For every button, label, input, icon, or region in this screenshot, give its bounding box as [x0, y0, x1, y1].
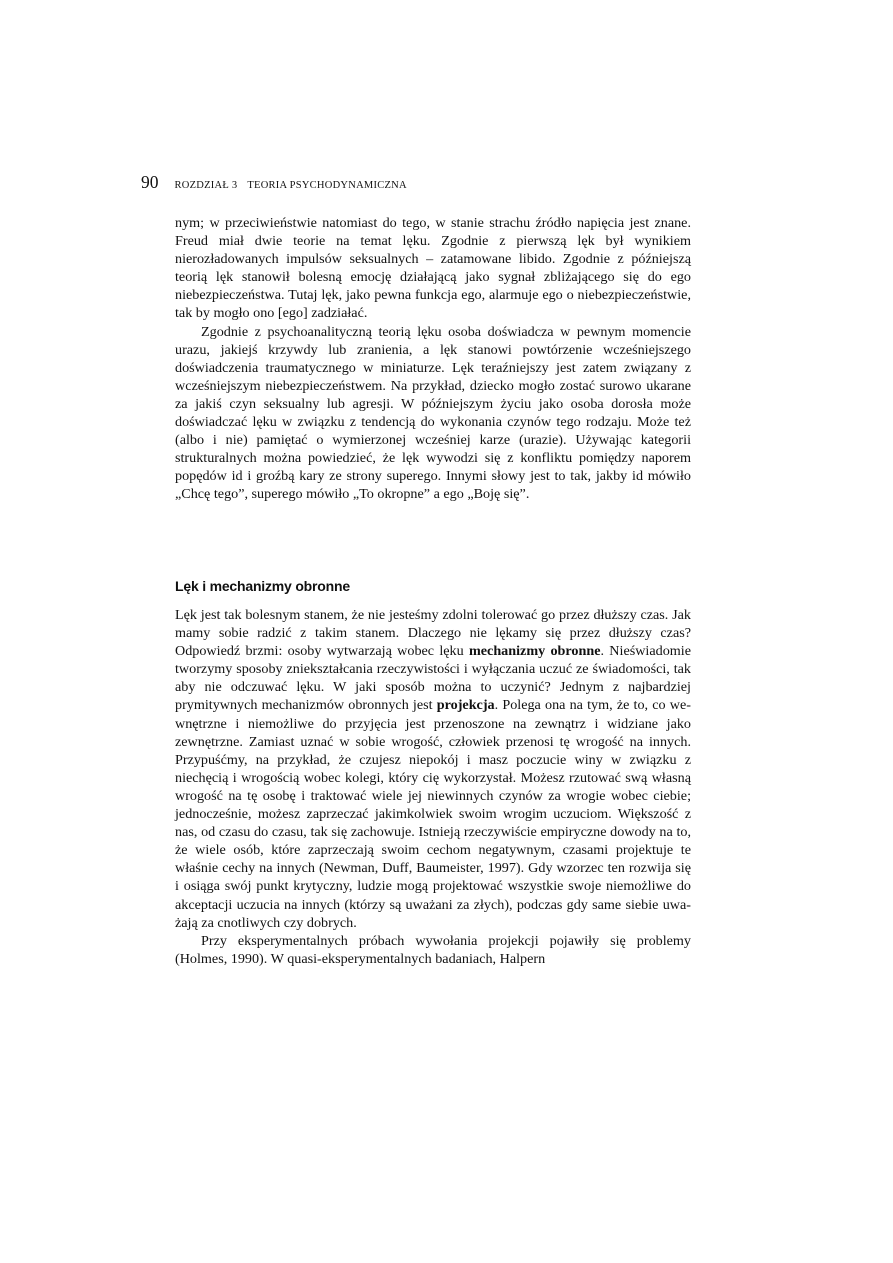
paragraph-3-part-c: . Polega ona na tym, że to, co wewnętrzne i niemożliwe do przyjęcia jest przenoszone na zewnątrz i widziane jako zewnętrzne. Zamiast uznać w sobie wrogość, człowiek przenosi tę wrogość na innych. Przypuśćmy, na przykład, że czujesz niepokój i masz poczucie winy w związku z niechęcią i wrogością wobec kolegi, który cię wykorzystał. Możesz rzutować swą własną wrogość na tę osobę i traktować wiele jej niewinnych czynów za wrogie wobec ciebie; jednocześnie, możesz zaprzeczać jakimkolwiek swoim wrogim uczuciom. Większość z nas, od czasu do czasu, tak się zachowuje. Istnieją rzeczywiście empiryczne dowody na to, że wiele osób, które zaprzeczają swoim cechom negatywnym, czasami projektuje te właśnie cechy na innych (Newman, Duff, Baumeister, 1997). Gdy wzorzec ten rozwija się i osiąga swój punkt krytyczny, ludzie mogą projektować wszystkie swoje niemożliwe do akceptacji uczucia na innych (którzy są uważani za złych), podczas gdy same siebie uważają za cnotliwych czy dobrych.	[175, 697, 691, 931]
chapter-label: ROZDZIAŁ 3	[174, 180, 238, 191]
paragraph-3-part-a: Lęk jest tak bolesnym stanem, że nie jesteśmy zdolni tolerować go przez dłuższy czas. Jak mamy sobie radzić z takim stanem. Dlaczego nie lękamy się przez dłuższy czas? Odpowiedź brzmi: osoby wytwarzają wobec lęku	[175, 607, 691, 660]
text-block-section	[175, 578, 691, 968]
running-header	[141, 172, 701, 193]
paragraph-2: Zgodnie z psychoanalityczną teorią lęku osoba doświadcza w pewnym momencie urazu, jakiejś krzywdy lub zranienia, a lęk stanowi powtórzenie wcześniejszego doświadczenia traumatycznego w miniaturze. Lęk teraźniejszy jest zatem związany z wcześniejszym niebezpieczeństwem. Na przykład, dziecko mogło zostać surowo ukarane za jakiś czyn seksualny lub agresji. W późniejszym życiu jako osoba dorosła może doświadczać lęku w związku z tendencją do wykonania czynów tego rodzaju. Może też (albo i nie) pamiętać o wymierzonej wcześniej karze (urazie). Używając kategorii strukturalnych można powiedzieć, że lęk wywodzi się z konfliktu pomiędzy naporem popędów id i groźbą kary ze strony superego. Innymi słowy jest to tak, jakby id mówiło „Chcę tego”, superego mówiło „To okropne” a ego „Boję się”.	[175, 323, 691, 503]
paragraph-3-part-b: . Nieświadomie tworzymy sposoby zniekształcania rzeczywistości i wyłączania uczuć ze świadomości, tak aby nie odczuwać lęku. W jaki sposób można to uczynić? Jednym z najbardziej prymitywnych mechanizmów obronnych jest	[175, 643, 691, 714]
chapter-title: TEORIA PSYCHODYNAMICZNA	[247, 180, 407, 191]
term-projekcja: projekcja	[436, 697, 495, 714]
running-head	[175, 180, 407, 191]
page-number: 90	[141, 172, 159, 192]
paragraph-3	[175, 606, 691, 932]
paragraph-1: nym; w przeciwieństwie natomiast do tego, w stanie strachu źródło napięcia jest znane. Freud miał dwie teorie na temat lęku. Zgodnie z pierwszą lęk był wynikiem nierozładowanych impulsów seksualnych – zatamowane libido. Zgodnie z późniejszą teorią lęk stanowił bolesną emocję działającą jako sygnał zbliżającego się do ego niebezpieczeństwa. Tutaj lęk, jako pewna funkcja ego, alarmuje ego o niebezpieczeństwie, tak by mogło ono [ego] zadziałać.	[175, 215, 691, 322]
paragraph-4: Przy eksperymentalnych próbach wywołania projekcji pojawiły się problemy (Holmes, 1990). W quasi-eksperymentalnych badaniach, Halpern	[175, 932, 691, 967]
text-block-top	[175, 214, 691, 504]
section-heading: Lęk i mechanizmy obronne	[175, 578, 350, 594]
term-mechanizmy-obronne: mechanizmy obronne	[468, 643, 601, 660]
